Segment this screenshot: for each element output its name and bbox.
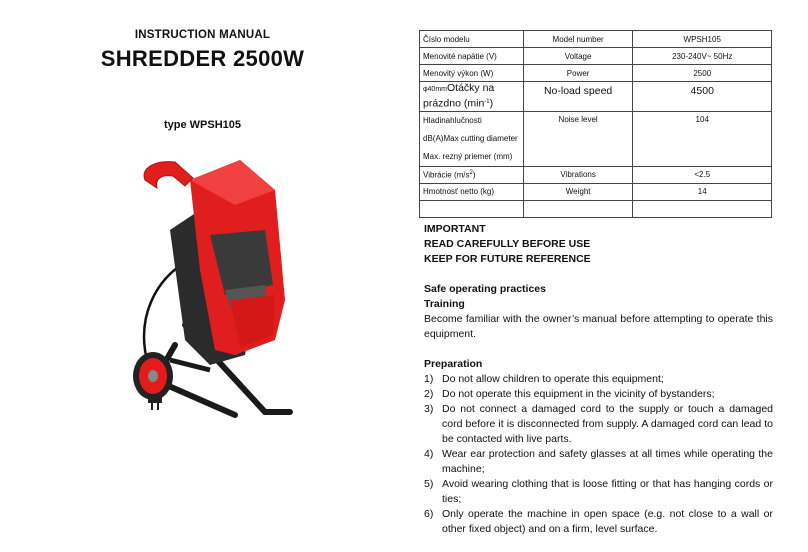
spec-row (420, 111, 772, 166)
spec-label: Vibrácie $(m/s^2)$ (420, 166, 524, 183)
list-item: 3) Do not connect a damaged cord to the supply or touch a damaged cord before it is disconnected from supply. A damaged cord can lead to be contacted with live parts. (424, 403, 773, 445)
training-heading: Training (424, 298, 465, 310)
read-notice: READ CAREFULLY BEFORE USE (424, 238, 591, 250)
spec-value: 2500 (633, 65, 772, 82)
preparation-list (424, 372, 773, 537)
spec-row (420, 166, 772, 183)
spec-name: Voltage (523, 48, 633, 65)
shredder-illustration (115, 150, 300, 440)
spec-value: 14 (633, 183, 772, 200)
spec-value: WPSH105 (633, 31, 772, 48)
spec-row (420, 48, 772, 65)
manual-label: INSTRUCTION MANUAL (134, 29, 271, 41)
specifications-table (419, 30, 772, 218)
spec-name: Power (523, 65, 633, 82)
list-item: 5) Avoid wearing clothing that is loose fitting or that has hanging cords or ties; (424, 478, 773, 505)
spec-name: Vibrations (523, 166, 633, 183)
spec-row (420, 65, 772, 82)
keep-notice: KEEP FOR FUTURE REFERENCE (424, 253, 591, 265)
list-item: 1) Do not allow children to operate this equipment; (424, 373, 664, 385)
spec-label: Číslo modelu (420, 31, 524, 48)
list-item: 6) Only operate the machine in open space (e.g. not close to a wall or other fixed object) and on a firm, level surface. (424, 508, 773, 535)
handle (144, 162, 193, 188)
safe-practices-heading: Safe operating practices (424, 283, 546, 295)
spec-label: Menovité napätie (V) (420, 48, 524, 65)
preparation-heading: Preparation (424, 358, 483, 370)
spec-value: 104 (633, 111, 772, 166)
spec-name: Model number (523, 31, 633, 48)
spec-label: Hmotnosť netto (kg) (420, 183, 524, 200)
spec-label: Menovitý výkon (W) (420, 65, 524, 82)
safety-section (424, 222, 773, 537)
list-item: 2) Do not operate this equipment in the vicinity of bystanders; (424, 388, 715, 400)
type-label: type WPSH105 (163, 119, 242, 131)
training-text: Become familiar with the owner’s manual before attempting to operate this equipment. (424, 313, 773, 340)
spec-label: φ40mmOtáčky na prázdno $(\min^{-1})$ (420, 82, 524, 112)
spec-row (420, 183, 772, 200)
product-title: SHREDDER 2500W (100, 46, 305, 71)
spec-name: Noise level (523, 111, 633, 166)
spec-value: 4500 (633, 82, 772, 112)
spec-row (420, 31, 772, 48)
spec-row (420, 82, 772, 112)
important-heading: IMPORTANT (424, 223, 486, 235)
spec-name: Weight (523, 183, 633, 200)
spec-label: Hladinahlučnosti dB(A)Max cutting diameter Max. rezný priemer (mm) (420, 111, 524, 166)
list-item: 4) Wear ear protection and safety glasses at all times while operating the machine; (424, 448, 773, 475)
spec-value: 230-240V~ 50Hz (633, 48, 772, 65)
spec-row-empty (420, 200, 772, 217)
spec-name: No-load speed (523, 82, 633, 112)
spec-value: <2.5 (633, 166, 772, 183)
